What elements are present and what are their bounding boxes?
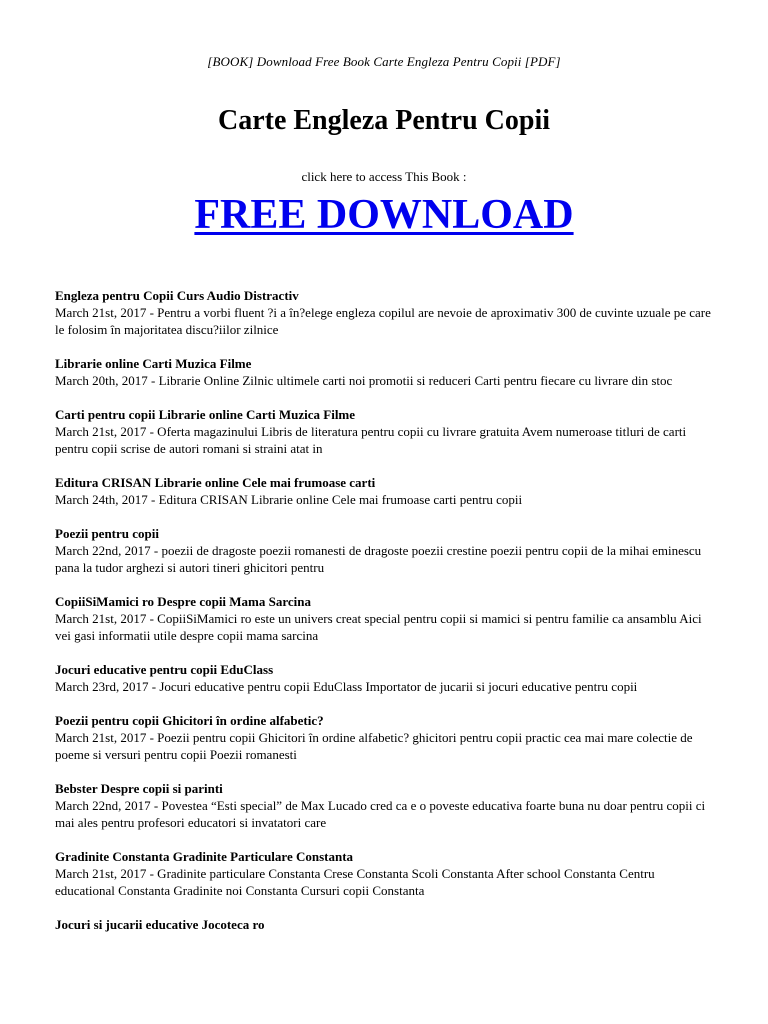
list-item — [55, 661, 715, 695]
entry-title: Jocuri si jucarii educative Jocoteca ro — [55, 917, 265, 932]
entry-title: Engleza pentru Copii Curs Audio Distractiv — [55, 288, 299, 303]
list-item — [55, 780, 715, 831]
entry-description: March 22nd, 2017 - Povestea “Esti special” de Max Lucado cred ca e o poveste educativa foarte buna nu doar pentru copii ci mai ales pentru profesori educatori si invatatori care — [55, 798, 706, 830]
list-item — [55, 593, 715, 644]
entry-description: March 21st, 2017 - Oferta magazinului Libris de literatura pentru copii cu livrare gratuita Avem numeroase titluri de carti pentru copii scrise de autori romani si straini atat in — [55, 424, 687, 456]
list-item — [55, 474, 715, 508]
list-item — [55, 848, 715, 899]
entry-title: Poezii pentru copii — [55, 526, 159, 541]
list-item — [55, 525, 715, 576]
list-item — [55, 712, 715, 763]
entry-description: March 20th, 2017 - Librarie Online Zilnic ultimele carti noi promotii si reduceri Carti pentru fiecare cu livrare din stoc — [55, 373, 673, 388]
entry-list — [55, 287, 715, 950]
entry-title: Gradinite Constanta Gradinite Particulare Constanta — [55, 849, 354, 864]
entry-description: March 21st, 2017 - Poezii pentru copii Ghicitori în ordine alfabetic? ghicitori pentru copii practic cea mai mare colectie de poeme si versuri pentru copii Poezii romanesti — [55, 730, 693, 762]
list-item — [55, 916, 715, 933]
entry-title: Jocuri educative pentru copii EduClass — [55, 662, 274, 677]
entry-title: Poezii pentru copii Ghicitori în ordine alfabetic? — [55, 713, 324, 728]
download-link-container — [0, 190, 768, 240]
entry-description: March 22nd, 2017 - poezii de dragoste poezii romanesti de dragoste poezii crestine poezii pentru copii de la mihai eminescu pana la tudor arghezi si autori tineri ghicitori pentru — [55, 543, 702, 575]
document-header: [BOOK] Download Free Book Carte Engleza Pentru Copii [PDF] — [207, 54, 561, 69]
entry-title: Carti pentru copii Librarie online Carti Muzica Filme — [55, 407, 356, 422]
list-item — [55, 406, 715, 457]
free-download-link[interactable]: FREE DOWNLOAD — [194, 192, 574, 238]
entry-title: CopiiSiMamici ro Despre copii Mama Sarcina — [55, 594, 312, 609]
entry-title: Librarie online Carti Muzica Filme — [55, 356, 252, 371]
entry-title: Editura CRISAN Librarie online Cele mai frumoase carti — [55, 475, 376, 490]
entry-description: March 21st, 2017 - Pentru a vorbi fluent ?i a în?elege engleza copilul are nevoie de aproximativ 300 de cuvinte uzuale pe care le folosim în majoritatea discu?iilor zilnice — [55, 305, 711, 337]
list-item — [55, 287, 715, 338]
access-prompt: click here to access This Book : — [301, 169, 467, 184]
entry-title: Bebster Despre copii si parinti — [55, 781, 223, 796]
entry-description: March 21st, 2017 - Gradinite particulare Constanta Crese Constanta Scoli Constanta After school Constanta Centru educational Constanta Gradinite noi Constanta Cursuri copii Constanta — [55, 866, 655, 898]
page-title: Carte Engleza Pentru Copii — [217, 105, 551, 136]
entry-description: March 21st, 2017 - CopiiSiMamici ro este un univers creat special pentru copii si mamici si pentru familie ca ansamblu Aici vei gasi informatii utile despre copii mama sarcina — [55, 611, 702, 643]
list-item — [55, 355, 715, 389]
entry-description: March 23rd, 2017 - Jocuri educative pentru copii EduClass Importator de jucarii si jocuri educative pentru copii — [55, 679, 638, 694]
entry-description: March 24th, 2017 - Editura CRISAN Librarie online Cele mai frumoase carti pentru copii — [55, 492, 523, 507]
